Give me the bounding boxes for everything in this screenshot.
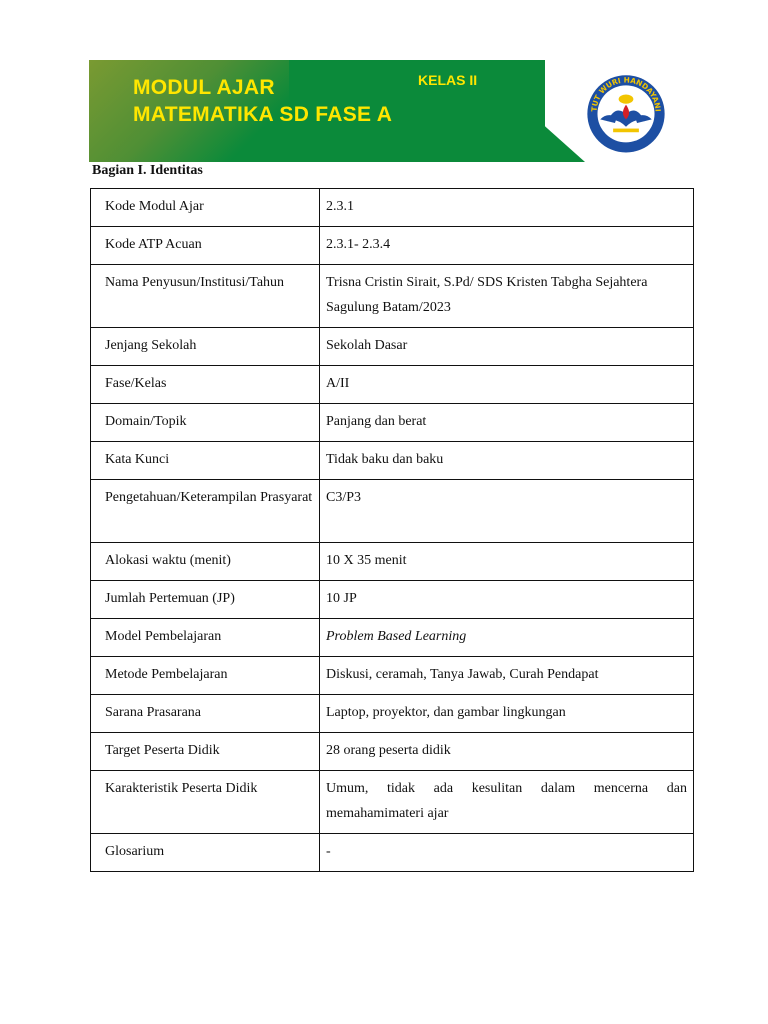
table-row: [91, 189, 694, 227]
row-value: C3/P3: [320, 480, 694, 543]
module-title-line2: MATEMATIKA SD FASE A: [133, 103, 393, 126]
row-value: Panjang dan berat: [320, 404, 694, 442]
table-row: [91, 695, 694, 733]
row-value: Trisna Cristin Sirait, S.Pd/ SDS Kristen Tabgha Sejahtera Sagulung Batam/2023: [320, 265, 694, 328]
row-value: 2.3.1- 2.3.4: [320, 227, 694, 265]
row-value: Sekolah Dasar: [320, 328, 694, 366]
table-row: [91, 404, 694, 442]
section-heading: Bagian I. Identitas: [92, 163, 203, 178]
row-label: Glosarium: [91, 834, 320, 872]
identity-table: [90, 188, 694, 872]
row-value: 10 JP: [320, 581, 694, 619]
row-value: 10 X 35 menit: [320, 543, 694, 581]
row-value: A/II: [320, 366, 694, 404]
table-row: [91, 834, 694, 872]
logo-panel: [545, 60, 711, 162]
table-row: [91, 543, 694, 581]
row-label: Sarana Prasarana: [91, 695, 320, 733]
table-row: [91, 442, 694, 480]
row-label: Jenjang Sekolah: [91, 328, 320, 366]
table-row: [91, 265, 694, 328]
row-value: Umum, tidak ada kesulitan dalam mencerna dan memahamimateri ajar: [320, 771, 694, 834]
row-label: Pengetahuan/Keterampilan Prasyarat: [91, 480, 320, 543]
row-label: Target Peserta Didik: [91, 733, 320, 771]
class-label: KELAS II: [418, 72, 478, 88]
row-label: Karakteristik Peserta Didik: [91, 771, 320, 834]
row-label: Jumlah Pertemuan (JP): [91, 581, 320, 619]
table-row: [91, 733, 694, 771]
module-title: [133, 74, 392, 128]
table-row: [91, 366, 694, 404]
table-row: [91, 657, 694, 695]
row-label: Kata Kunci: [91, 442, 320, 480]
row-label: Nama Penyusun/Institusi/Tahun: [91, 265, 320, 328]
row-label: Alokasi waktu (menit): [91, 543, 320, 581]
row-label: Kode ATP Acuan: [91, 227, 320, 265]
row-value: Tidak baku dan baku: [320, 442, 694, 480]
table-row: [91, 581, 694, 619]
row-value-italic: Problem Based Learning: [326, 629, 467, 644]
header-banner: [89, 60, 711, 162]
row-value: Diskusi, ceramah, Tanya Jawab, Curah Pendapat: [320, 657, 694, 695]
tut-wuri-handayani-logo-icon: [580, 66, 672, 158]
row-label: Kode Modul Ajar: [91, 189, 320, 227]
module-title-line1: MODUL AJAR: [133, 76, 275, 99]
row-label: Domain/Topik: [91, 404, 320, 442]
table-row: [91, 328, 694, 366]
table-row: [91, 771, 694, 834]
row-label: Metode Pembelajaran: [91, 657, 320, 695]
table-row: [91, 480, 694, 543]
row-value: [320, 619, 694, 657]
svg-text:TUT WURI HANDAYANI: TUT WURI HANDAYANI: [589, 75, 663, 113]
row-value: 2.3.1: [320, 189, 694, 227]
table-row: [91, 619, 694, 657]
table-row: [91, 227, 694, 265]
row-value: -: [320, 834, 694, 872]
row-value: 28 orang peserta didik: [320, 733, 694, 771]
row-label: Model Pembelajaran: [91, 619, 320, 657]
row-value: Laptop, proyektor, dan gambar lingkungan: [320, 695, 694, 733]
row-label: Fase/Kelas: [91, 366, 320, 404]
